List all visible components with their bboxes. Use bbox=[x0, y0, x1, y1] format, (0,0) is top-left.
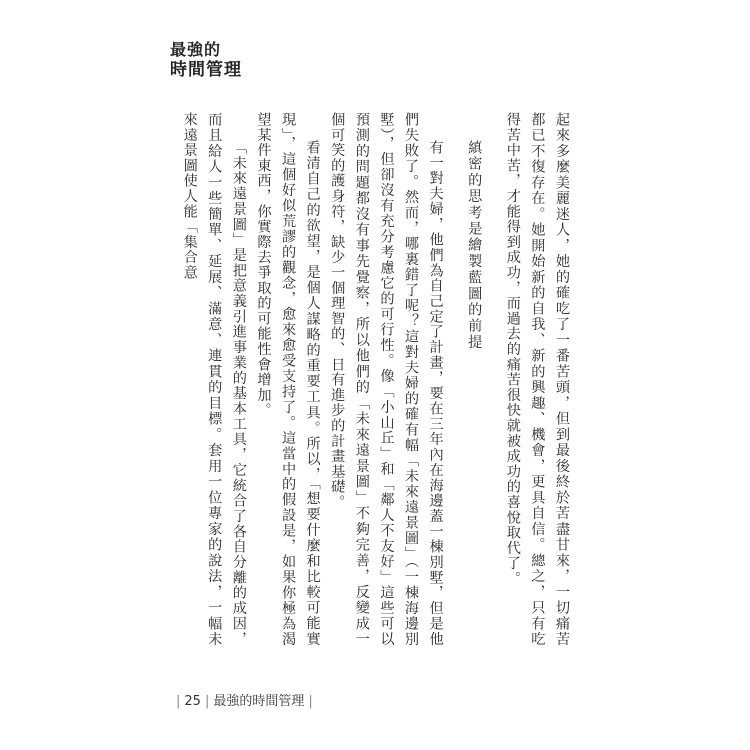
running-title bbox=[170, 40, 242, 80]
section-heading: 縝密的思考是繪製藍圖的前提 bbox=[466, 140, 483, 351]
vertical-body-text bbox=[164, 112, 574, 647]
paragraph: 看清自己的欲望，是個人謀略的重要工具。所以，「想要什麼和比較可能實現」，這個好似荒謬的觀念，愈來愈受支持了。這當中的假設是，如果你極為渴望某件東西，你實際去爭取的可能性會增加。 bbox=[255, 112, 321, 647]
running-title-line1: 最強的 bbox=[170, 40, 222, 59]
page-number: 25 bbox=[184, 694, 201, 709]
page-footer bbox=[172, 690, 317, 709]
footer-divider-right: | bbox=[308, 694, 313, 709]
footer-divider-left: | bbox=[176, 694, 181, 709]
paragraph: 「未來遠景圖」是把意義引進事業的基本工具，它統合了各自分離的成因，而且給人一些簡單、延展、滿意、連貫的目標。套用一位專家的說法，一幅未來遠景圖使人能「集合意 bbox=[181, 112, 247, 647]
paragraph: 有一對夫婦，他們為自己定了計畫，要在三年內在海邊蓋一棟別墅，但是他們失敗了。然而，哪裏錯了呢？這對夫婦的確有幅「未來遠景圖」（一棟海邊別墅），但卻沒有充分考慮它的可行性。像「小山丘」和「鄰人不友好」這些可以預測的問題都沒有事先覺察，所以他們的「未來遠景圖」不夠完善，反變成一個可笑的護身符，缺少一個理智的、日有進步的計畫基礎。 bbox=[329, 112, 444, 647]
footer-divider-middle: | bbox=[204, 694, 210, 709]
running-title-line2: 時間管理 bbox=[170, 60, 242, 80]
footer-book-title: 最強的時間管理 bbox=[213, 694, 305, 709]
paragraph-continued: 起來多麼美麗迷人，她的確吃了一番苦頭，但到最後終於苦盡甘來，一切痛苦都已不復存在。她開始新的自我、新的興趣、機會，更具自信。總之，只有吃得苦中苦，才能得到成功，而過去的痛苦很快就被成功的喜悅取代了。 bbox=[504, 112, 570, 647]
